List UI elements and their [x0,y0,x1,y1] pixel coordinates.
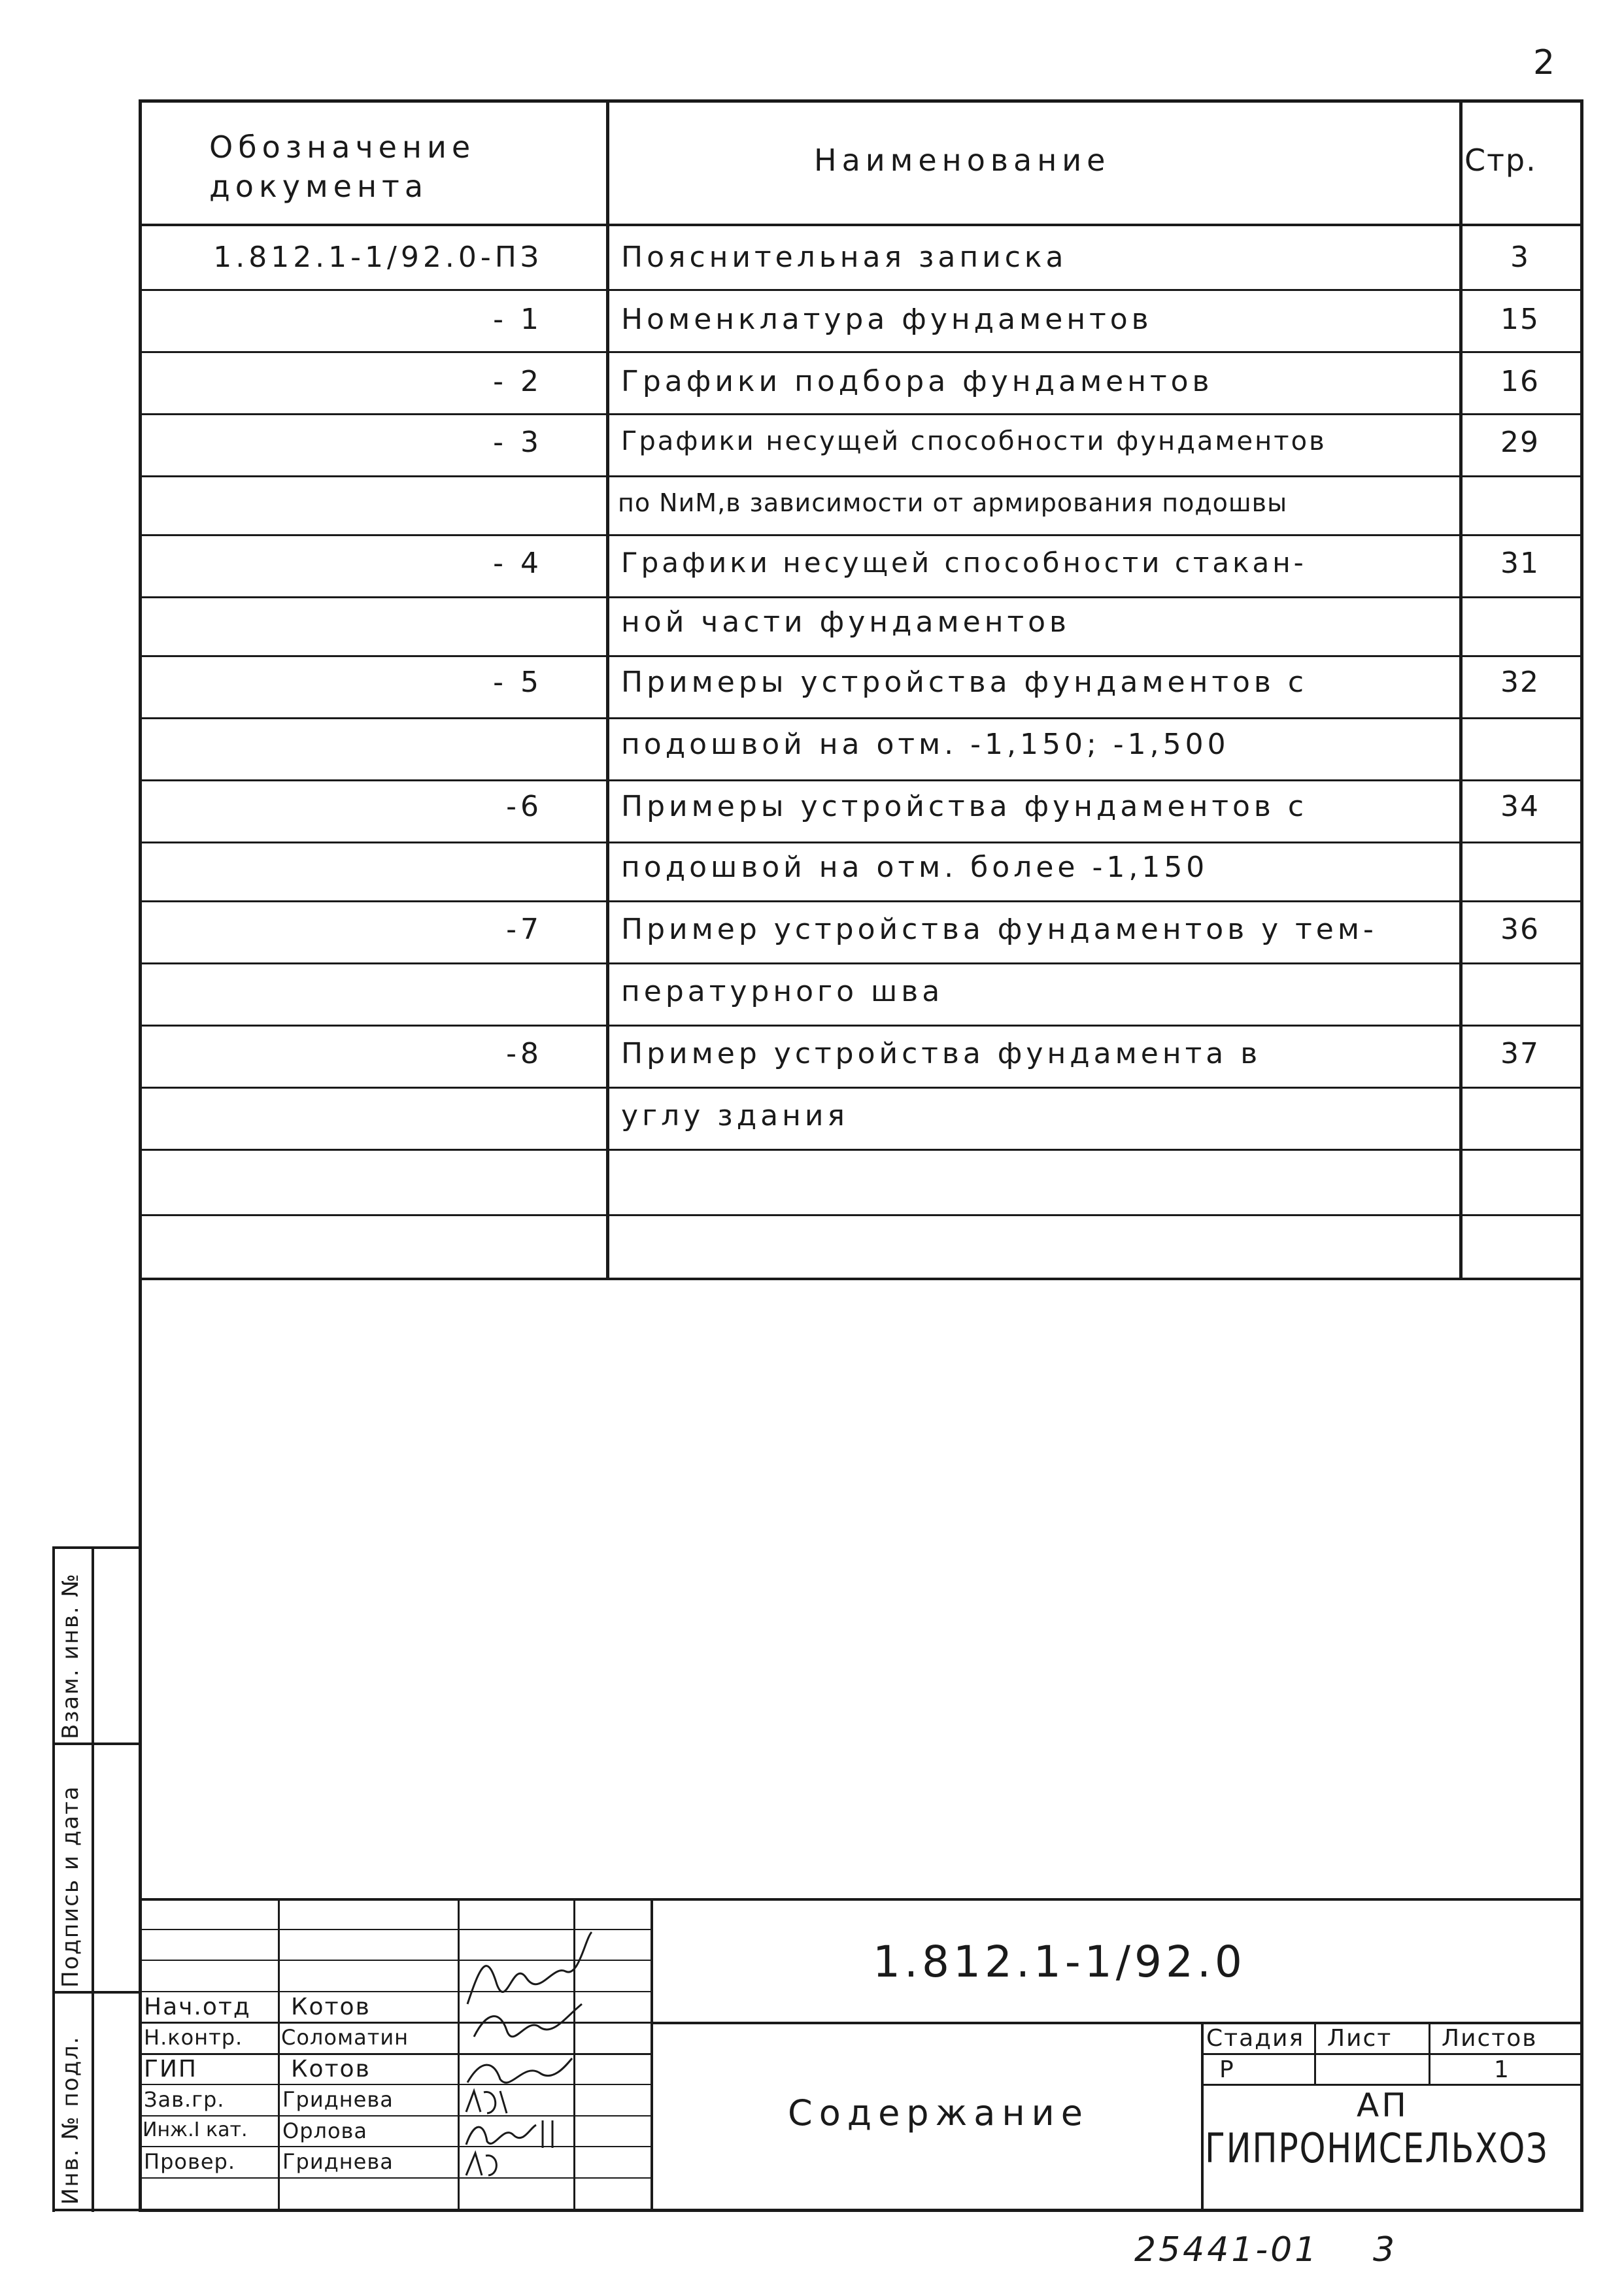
header-name: Наименование [814,143,1111,178]
row-code: 1.812.1-1/92.0-ПЗ [213,241,543,274]
row-page: 32 [1500,666,1540,699]
person-name: Котов [291,2056,371,2082]
row-page: 31 [1500,547,1540,580]
row-name: пературного шва [621,975,944,1008]
role-label: Провер. [144,2149,235,2174]
row-name: Примеры устройства фундаментов с [621,790,1308,823]
row-page: 36 [1500,913,1540,946]
row-name: Графики несущей способности фундаментов [621,426,1327,456]
row-code: -7 [506,913,543,946]
row-name: подошвой на отм. более -1,150 [621,851,1209,884]
footer-sheet: 3 [1373,2230,1399,2270]
person-name: Котов [291,1994,371,2020]
signature-gridneva-2 [461,2148,513,2181]
sheets-value: 1 [1494,2056,1510,2083]
row-code: -6 [506,790,543,823]
role-label: Н.контр. [144,2025,243,2050]
role-label: Нач.отд [144,1994,251,2020]
row-code: - 3 [493,426,543,459]
row-page: 34 [1500,790,1540,823]
row-name: Графики подбора фундаментов [621,365,1213,398]
footer-code: 25441-01 [1134,2230,1319,2270]
row-name: Номенклатура фундаментов [621,303,1153,336]
row-page: 16 [1500,365,1540,398]
row-name: Пример устройства фундамента в [621,1037,1262,1070]
side-label-vzam-inv: Взам. инв. № [58,1572,84,1739]
row-page: 29 [1500,426,1540,459]
role-label: Инж.I кат. [143,2118,248,2141]
role-label: Зав.гр. [144,2087,225,2112]
stage-header: Стадия [1206,2025,1305,2052]
signature-gridneva [461,2086,513,2118]
person-name: Гриднева [282,2149,394,2174]
side-label-podpis-data: Подпись и дата [58,1785,84,1988]
sheet-header: Лист [1327,2025,1393,2052]
row-name: по NиM,в зависимости от армирования подошвы [618,488,1288,517]
page-number: 2 [1533,43,1559,82]
stage-value: Р [1219,2056,1235,2083]
row-code: - 2 [493,365,543,398]
sheets-header: Листов [1442,2025,1538,2052]
row-code: - 5 [493,666,543,699]
row-name: Графики несущей способности стакан- [621,547,1307,579]
document-number: 1.812.1-1/92.0 [873,1937,1246,1987]
org-line2: ГИПРОНИСЕЛЬХОЗ [1205,2124,1549,2172]
row-page: 15 [1500,303,1540,336]
row-name: Пояснительная записка [621,241,1068,274]
role-label: ГИП [144,2056,197,2082]
person-name: Соломатин [281,2025,409,2050]
signature-solomatin [467,1998,592,2056]
row-page: 37 [1500,1037,1540,1070]
row-code: - 1 [493,303,543,336]
row-code: -8 [506,1037,543,1070]
header-page: Стр. [1464,143,1537,178]
org-line1: АП [1357,2086,1409,2124]
person-name: Гриднева [282,2087,394,2112]
row-name: подошвой на отм. -1,150; -1,500 [621,728,1230,761]
row-page: 3 [1510,241,1530,274]
signature-orlova [461,2115,566,2151]
person-name: Орлова [282,2118,367,2143]
row-name: углу здания [621,1099,849,1132]
row-name: Пример устройства фундаментов у тем- [621,913,1378,946]
row-name: ной части фундаментов [621,605,1070,639]
row-code: - 4 [493,547,543,580]
sheet-title: Содержание [788,2092,1089,2134]
side-label-inv-podl: Инв. № подл. [58,2035,84,2205]
header-designation: Обозначение документа [209,129,476,204]
row-name: Примеры устройства фундаментов с [621,666,1308,699]
